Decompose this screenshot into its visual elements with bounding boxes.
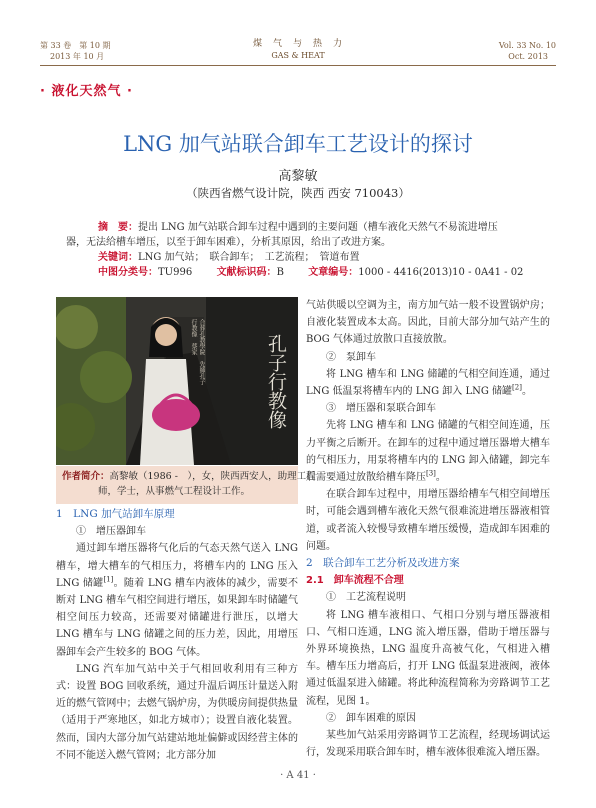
- paragraph-difficulty-cause: 某些加气站采用旁路调节工艺流程，经现场调试运行，发现采用联合卸车时，槽车液体很难流入增压器。: [306, 730, 550, 759]
- subheading-process-description: ① 工艺流程说明: [326, 592, 406, 604]
- section-heading-1: 1 LNG 加气站卸车原理: [56, 508, 175, 520]
- doc-code-value: B: [276, 267, 284, 278]
- doc-code-label: 文献标识码：: [216, 267, 277, 278]
- author-bio: [56, 466, 316, 504]
- photo-calligraphy: 孔子行教像: [265, 333, 287, 429]
- journal-volume-en: Vol. 33 No. 10 Oct. 2013: [498, 41, 556, 61]
- clc-label: 中图分类号：: [98, 267, 158, 278]
- journal-name: 煤 气 与 热 力 GAS & HEAT: [252, 39, 343, 60]
- author-affiliation: （陕西省燃气设计院，陕西 西安 710043）: [186, 186, 410, 200]
- citation-ref-2: [2]: [512, 383, 522, 392]
- article-author: 高黎敏: [278, 169, 318, 184]
- keywords-text: LNG 加气站； 联合卸车； 工艺流程； 管道布置: [138, 252, 360, 263]
- paragraph-pump-principle: 将 LNG 槽车和 LNG 储罐的气相空间连通，通过 LNG 低温泵将槽车内的 LNG 卸入 LNG 储罐[2]。: [306, 368, 550, 398]
- paragraph-bog-recovery: LNG 汽车加气站中关于气相回收利用有三种方式：设置 BOG 回收系统，通过升温后调压计量送入附近的燃气管网中；去燃气锅炉房，为供暖房间提供热量（适用于严寒地区，如北方城市）；设置自液化装置。然而，国内大部分加气站建站地址偏僻或因经营主体的不同不能送入燃气管网；北方部分加: [56, 663, 298, 761]
- abstract-label: 摘 要：: [98, 222, 138, 233]
- keywords: [98, 250, 360, 265]
- paragraph-combined-principle: 先将 LNG 槽车和 LNG 储罐的气相空间连通，压力平衡之后断开。在卸车的过程中通过增压器增大槽车的气相压力，用泵将槽车内的 LNG 卸入储罐，卸完车后需要通过放散给槽车降压[3]。: [306, 420, 550, 484]
- subheading-difficulty-cause: ② 卸车困难的原因: [326, 712, 416, 724]
- citation-ref-1: [1]: [103, 575, 114, 584]
- section-heading-2-1: 2.1 卸车流程不合理: [306, 575, 404, 587]
- left-column: [56, 506, 298, 764]
- section-heading-2: 2 联合卸车工艺分析及改进方案: [306, 557, 460, 570]
- article-number-label: 文章编号：: [308, 267, 359, 278]
- subheading-combined-unloading: ③ 增压器和泵联合卸车: [326, 403, 436, 415]
- paragraph-bog-venting: 气站供暖以空调为主，南方加气站一般不设置锅炉房；自液化装置成本太高。因此，目前大部分加气站产生的 BOG 气体通过放散口直接放散。: [306, 300, 550, 346]
- paragraph-unloading-problem: 在联合卸车过程中，用增压器给槽车气相空间增压时，可能会遇到槽车液化天然气很难流进增压器液相管道，或者流入较慢导致槽车增压缓慢，造成卸车困难的问题。: [306, 489, 550, 552]
- paragraph-process-description: 将 LNG 槽车液相口、气相口分别与增压器液相口、气相口连通，LNG 流入增压器，借助于增压器与外界环境换热，LNG 温度升高被气化，气相进入槽车。槽车压力增高后，打开 LNG 低温泵进液阀，液体通过低温泵进入储罐。将此种流程简称为旁路调节工艺流程，见图 1。: [306, 609, 550, 707]
- author-bio-label: 作者简介：: [62, 471, 110, 482]
- photo-inscription: 合葬孔教學院 先師孔子行教像 蔡家: [190, 319, 205, 385]
- keywords-label: 关键词：: [98, 252, 138, 263]
- subheading-booster-unloading: ① 增压器卸车: [76, 526, 146, 538]
- author-bio-text-line1: 高黎敏（1986 - ），女，陕西西安人，助理工程: [109, 471, 316, 482]
- author-photo: [56, 297, 298, 465]
- paragraph-booster-principle: 通过卸车增压器将气化后的气态天然气送入 LNG 槽车，增大槽车的气相压力，将槽车内的 LNG 压入 LNG 储罐[1]。随着 LNG 槽车内液体的减少，需要不断对 LNG 槽车气相空间进行增压，如果卸车时储罐气相空间压力较高，还需要对储罐进行泄压，以增大 LNG 槽车与 LNG 储罐之间的压力差，因此，用增压器卸车会产生较多的 BOG 气体。: [56, 543, 298, 658]
- author-bio-text-line2: 师，学士，从事燃气工程设计工作。: [98, 486, 251, 497]
- abstract-text-line2: 器，无法给槽车增压，以至于卸车困难），分析其原因，给出了改进方案。: [66, 237, 391, 248]
- right-column: [306, 297, 550, 761]
- classification-line: [98, 265, 523, 280]
- article-title: LNG 加气站联合卸车工艺设计的探讨: [123, 132, 473, 156]
- abstract-continued: [66, 235, 546, 250]
- journal-volume-issue: 第 33 卷 第 10 期 2013 年 10 月: [40, 41, 111, 61]
- clc-value: TU996: [158, 267, 193, 278]
- citation-ref-3: [3]: [426, 469, 436, 478]
- section-tag: · 液化天然气 ·: [40, 84, 133, 99]
- abstract: [98, 220, 518, 235]
- page-number: · A 41 ·: [280, 770, 316, 781]
- abstract-text-line1: 提出 LNG 加气站联合卸车过程中遇到的主要问题（槽车液化天然气不易流进增压: [138, 222, 498, 233]
- header-rule: [40, 65, 556, 66]
- article-number-value: 1000 - 4416(2013)10 - 0A41 - 02: [358, 267, 524, 278]
- subheading-pump-unloading: ② 泵卸车: [326, 351, 376, 363]
